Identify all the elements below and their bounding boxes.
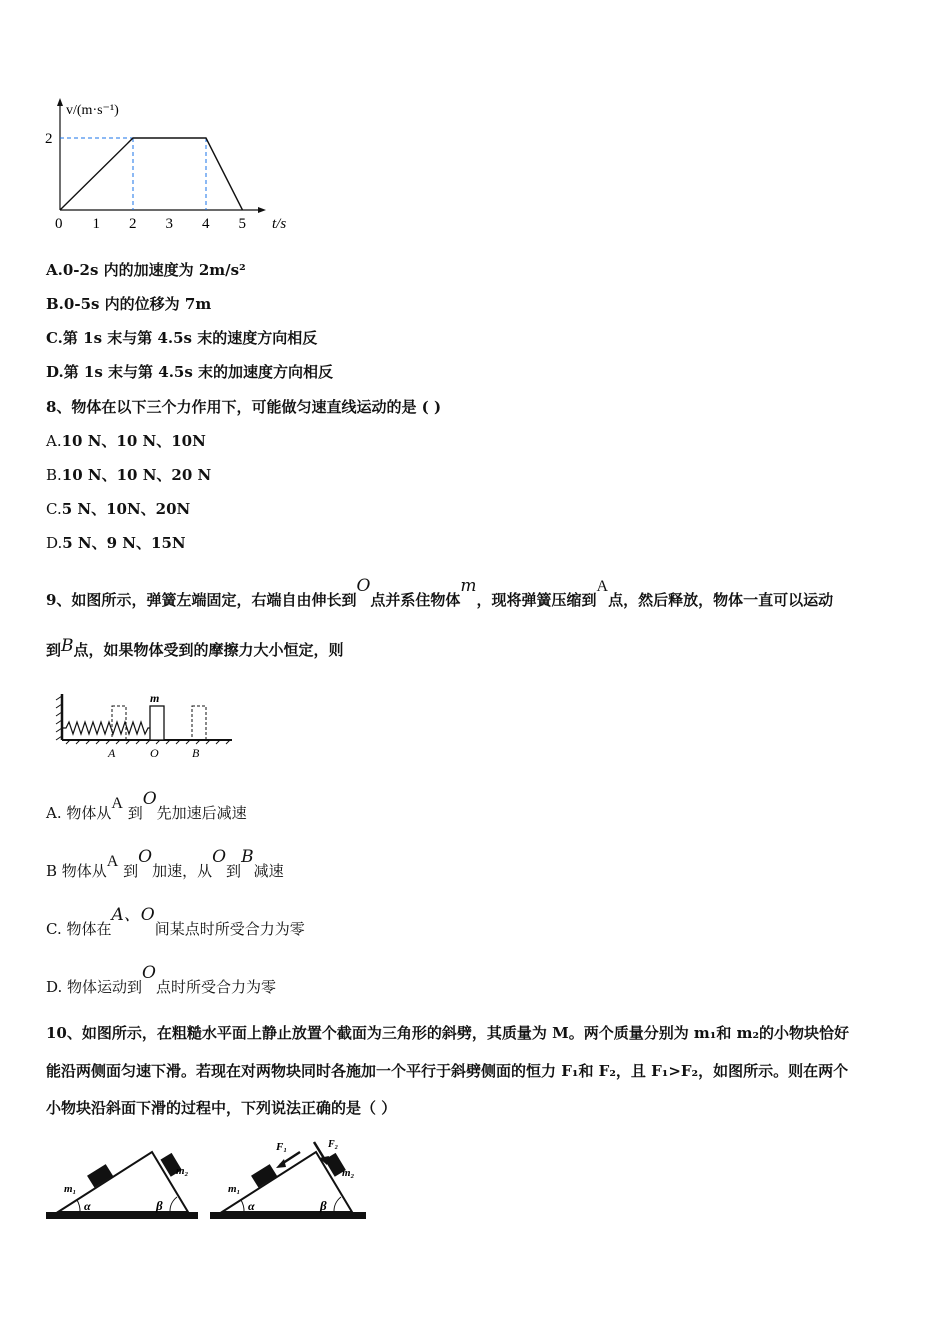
block-m1 bbox=[87, 1164, 113, 1188]
option-letter: C. bbox=[46, 500, 62, 518]
label-m: m bbox=[150, 691, 160, 705]
symbol-a: A bbox=[596, 578, 609, 595]
q7-option-c bbox=[46, 328, 317, 348]
option-text: 到 bbox=[123, 862, 139, 880]
x-axis-arrow bbox=[258, 207, 266, 213]
option-letter: C. bbox=[46, 329, 63, 347]
option-text: 10 N、10 N、20 N bbox=[61, 466, 212, 484]
y-axis-label: v/(m·s⁻¹) bbox=[66, 103, 119, 118]
ground-bar bbox=[46, 1212, 198, 1219]
option-text: C. 物体在 bbox=[46, 920, 112, 938]
spring-diagram bbox=[44, 676, 244, 768]
block-at-a bbox=[112, 706, 126, 740]
q8-stem: 8、物体在以下三个力作用下，可能做匀速直线运动的是 ( ) bbox=[46, 398, 442, 416]
q9-option-b bbox=[46, 847, 284, 882]
label-f2: F₂ bbox=[328, 1139, 339, 1150]
symbol-a: A bbox=[111, 795, 123, 812]
option-text: 第 1s 末与第 4.5s 末的速度方向相反 bbox=[62, 329, 318, 347]
option-text: 先加速后减速 bbox=[156, 804, 247, 822]
label-o: O bbox=[150, 746, 159, 760]
option-letter: A. bbox=[46, 261, 63, 279]
option-text: A. 物体从 bbox=[46, 804, 112, 822]
angle-arc-beta bbox=[334, 1197, 341, 1212]
label-beta: β bbox=[156, 1198, 163, 1213]
label-a: A bbox=[108, 746, 116, 760]
y-axis-arrow bbox=[57, 98, 63, 106]
option-text: B 物体从 bbox=[46, 862, 107, 880]
q9-text: 点，如果物体受到的摩擦力大小恒定，则 bbox=[73, 641, 344, 659]
option-text: 第 1s 末与第 4.5s 末的加速度方向相反 bbox=[63, 363, 334, 381]
q8-option-a bbox=[46, 431, 206, 451]
q9-text: 点，然后释放，物体一直可以运动 bbox=[608, 591, 834, 609]
q9-option-a bbox=[46, 789, 247, 824]
label-beta: β bbox=[320, 1198, 327, 1213]
option-letter: D. bbox=[46, 363, 64, 381]
x-tick-label: 1 bbox=[92, 216, 100, 232]
y-tick-label: 2 bbox=[45, 131, 53, 147]
wedge-diagram-left bbox=[44, 1140, 204, 1224]
symbol-o: O bbox=[142, 963, 156, 983]
block-m1 bbox=[251, 1164, 277, 1188]
label-m1: m₁ bbox=[228, 1183, 241, 1195]
velocity-line bbox=[60, 138, 243, 210]
symbol-o: O bbox=[212, 847, 227, 867]
label-m2: m₂ bbox=[342, 1167, 355, 1179]
label-f1: F₁ bbox=[276, 1141, 288, 1153]
option-letter: D. bbox=[46, 534, 63, 552]
option-text: 0-5s 内的位移为 7m bbox=[63, 295, 212, 313]
option-text: 间某点时所受合力为零 bbox=[154, 920, 305, 938]
symbol-o: O bbox=[356, 576, 371, 596]
x-axis-label: t/s bbox=[272, 216, 287, 232]
spring bbox=[62, 722, 150, 734]
x-tick-label: 0 bbox=[55, 216, 63, 232]
option-text: 5 N、10N、20N bbox=[61, 500, 191, 518]
symbol-b: B bbox=[61, 636, 74, 656]
option-text: 10 N、10 N、10N bbox=[61, 432, 206, 450]
velocity-time-chart bbox=[40, 92, 310, 240]
option-letter: B. bbox=[46, 295, 64, 313]
q7-option-d bbox=[46, 362, 333, 382]
option-text: 加速，从 bbox=[152, 862, 213, 880]
angle-arc-beta bbox=[170, 1197, 177, 1212]
q9-text: 到 bbox=[46, 641, 62, 659]
q9-option-d bbox=[46, 963, 276, 997]
option-text: 0-2s 内的加速度为 2m/s² bbox=[62, 261, 246, 279]
option-text: 到 bbox=[226, 862, 242, 880]
x-tick-label: 3 bbox=[165, 216, 173, 232]
option-text: 减速 bbox=[253, 862, 284, 880]
label-m2: m₂ bbox=[176, 1165, 189, 1177]
q10-stem-line2: 能沿两侧面匀速下滑。若现在对两物块同时各施加一个平行于斜劈侧面的恒力 F₁和 F₂，且 F₁>F₂，如图所示。则在两个 bbox=[46, 1062, 849, 1080]
symbol-o: O bbox=[142, 789, 157, 809]
angle-arc-alpha bbox=[241, 1200, 244, 1212]
q9-stem-line1 bbox=[46, 576, 834, 611]
force-arrowhead-f1 bbox=[276, 1159, 286, 1168]
option-text: D. 物体运动到 bbox=[46, 978, 143, 996]
symbol-a-o: A、O bbox=[111, 905, 155, 925]
q8-option-d bbox=[46, 533, 186, 553]
q7-option-b bbox=[46, 294, 211, 314]
symbol-b: B bbox=[241, 847, 254, 867]
symbol-o: O bbox=[138, 847, 153, 867]
ground-bar bbox=[210, 1212, 366, 1219]
q8-option-b bbox=[46, 465, 211, 485]
block-at-b bbox=[192, 706, 206, 740]
q10-stem-line1: 10、如图所示，在粗糙水平面上静止放置个截面为三角形的斜劈，其质量为 M。两个质量分别为 m₁和 m₂的小物块恰好 bbox=[46, 1024, 850, 1042]
label-alpha: α bbox=[248, 1199, 255, 1213]
q9-text: 点并系住物体 bbox=[370, 591, 461, 609]
symbol-m: m bbox=[460, 576, 477, 596]
q9-stem-line2 bbox=[46, 636, 344, 660]
q7-option-a bbox=[46, 260, 246, 280]
option-text: 到 bbox=[127, 804, 143, 822]
q9-text: 9、如图所示，弹簧左端固定，右端自由伸长到 bbox=[46, 591, 357, 609]
symbol-a: A bbox=[106, 853, 119, 870]
option-letter: A. bbox=[46, 432, 62, 450]
option-text: 点时所受合力为零 bbox=[155, 978, 276, 996]
q10-stem-line3: 小物块沿斜面下滑的过程中，下列说法正确的是（ ） bbox=[46, 1099, 397, 1117]
x-tick-label: 5 bbox=[238, 216, 246, 232]
q9-option-c bbox=[46, 905, 305, 939]
angle-arc-alpha bbox=[77, 1200, 80, 1212]
q9-text: ，现将弹簧压缩到 bbox=[476, 591, 597, 609]
wedge-diagram-right bbox=[208, 1136, 372, 1224]
label-alpha: α bbox=[84, 1199, 91, 1213]
option-text: 5 N、9 N、15N bbox=[62, 534, 186, 552]
x-tick-label: 2 bbox=[129, 216, 137, 232]
label-m1: m₁ bbox=[64, 1183, 77, 1195]
block-m bbox=[150, 706, 164, 740]
x-tick-label: 4 bbox=[202, 216, 210, 232]
option-letter: B. bbox=[46, 466, 62, 484]
label-b: B bbox=[192, 746, 200, 760]
q8-option-c bbox=[46, 499, 190, 519]
